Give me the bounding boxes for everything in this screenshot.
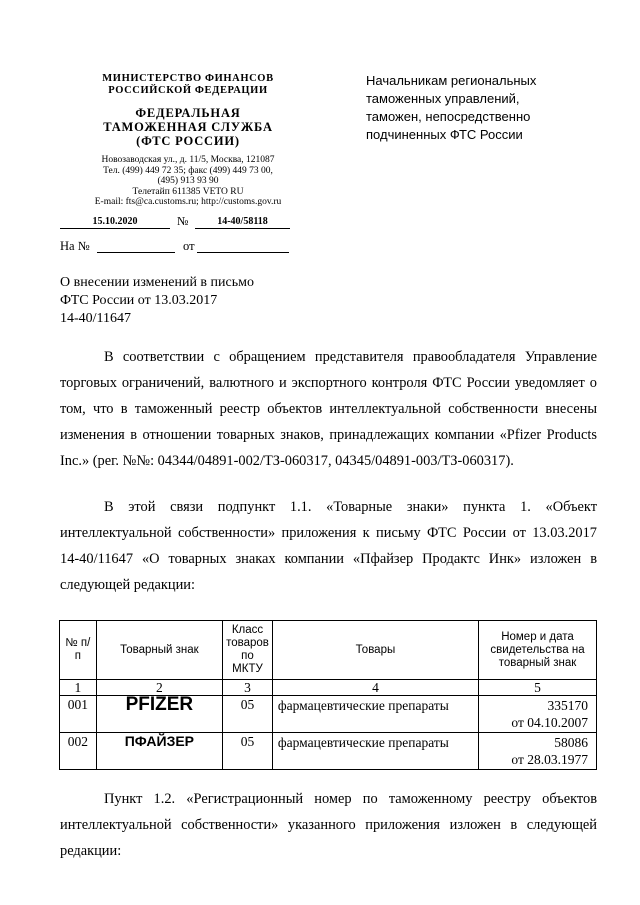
col-number: 5	[479, 680, 597, 696]
goods: фармацевтические препараты	[272, 696, 478, 733]
col-header-mark: Товарный знак	[96, 621, 222, 680]
body-paragraph-3	[60, 786, 597, 864]
service-name	[60, 106, 316, 148]
subject-line: ФТС России от 13.03.2017	[60, 293, 218, 308]
service-line: (ФТС РОССИИ)	[136, 134, 240, 148]
body-paragraph-2	[60, 494, 597, 598]
reply-number-blank	[97, 252, 175, 253]
recipient-line: таможен, непосредственно	[366, 109, 531, 124]
mktu-class: 05	[223, 733, 273, 770]
ministry-line: МИНИСТЕРСТВО ФИНАНСОВ	[102, 73, 274, 84]
outgoing-date: 15.10.2020	[60, 216, 170, 229]
row-num: 002	[60, 733, 97, 770]
paragraph-text: Пункт 1.2. «Регистрационный номер по таможенному реестру объектов интеллектуальной собственности» указанного приложения изложен в следующей редакции:	[60, 791, 597, 859]
certificate-date: от 28.03.1977	[511, 752, 588, 767]
certificate	[479, 696, 597, 733]
recipient-line: Начальникам региональных	[366, 73, 537, 88]
number-label: №	[177, 214, 189, 228]
reply-date-label: от	[183, 239, 195, 253]
table-header-row	[60, 621, 597, 680]
trademark-table	[59, 620, 597, 770]
mktu-class: 05	[223, 696, 273, 733]
ministry-name	[60, 73, 316, 97]
address-line: Телетайп 611385 VETO RU	[132, 186, 244, 197]
service-line: ФЕДЕРАЛЬНАЯ	[135, 106, 241, 120]
reply-to-label: На №	[60, 239, 90, 253]
row-num: 001	[60, 696, 97, 733]
recipient-line: подчиненных ФТС России	[366, 127, 523, 142]
outgoing-number: 14-40/58118	[195, 216, 290, 229]
col-header-class: Класс товаров по МКТУ	[223, 621, 273, 680]
certificate-number: 335170	[547, 698, 588, 713]
trademark-word: ПФАЙЗЕР	[96, 733, 222, 770]
subject-line: О внесении изменений в письмо	[60, 275, 254, 290]
goods: фармацевтические препараты	[272, 733, 478, 770]
recipient-line: таможенных управлений,	[366, 91, 520, 106]
certificate-date: от 04.10.2007	[511, 715, 588, 730]
address-line: Новозаводская ул., д. 11/5, Москва, 121087	[101, 155, 275, 165]
col-number: 2	[96, 680, 222, 696]
trademark-word: PFIZER	[96, 696, 222, 733]
address-line: E-mail: fts@ca.customs.ru; http://customs.gov.ru	[94, 197, 282, 208]
recipient-block	[366, 72, 586, 144]
col-header-reg: Номер и дата свидетельства на товарный знак	[479, 621, 597, 680]
letter-subject	[60, 274, 320, 328]
address-line: (495) 913 93 90	[157, 176, 219, 187]
col-number: 3	[223, 680, 273, 696]
service-line: ТАМОЖЕННАЯ СЛУЖБА	[103, 120, 273, 134]
col-number: 4	[272, 680, 478, 696]
paragraph-text: В этой связи подпункт 1.1. «Товарные знаки» пункта 1. «Объект интеллектуальной собственности» приложения к письму ФТС России от 13.03.2017 14-40/11647 «О товарных знаках компании «Пфайзер Продактс Инк» изложен в следующей редакции:	[60, 499, 597, 593]
address-block	[60, 155, 316, 208]
reply-date-blank	[197, 252, 289, 253]
certificate	[479, 733, 597, 770]
address-line: Тел. (499) 449 72 35; факс (499) 449 73 00,	[103, 165, 273, 176]
ministry-line: РОССИЙСКОЙ ФЕДЕРАЦИИ	[108, 85, 268, 96]
paragraph-text: В соответствии с обращением представителя правообладателя Управление торговых ограничений, валютного и экспортного контроля ФТС России уведомляет о том, что в таможенный реестр объектов интеллектуальной собственности внесены изменения в отношении товарных знаков, принадлежащих компании «Pfizer Products Inc.» (рег. №№: 04344/04891-002/ТЗ-060317, 04345/04891-003/ТЗ-060317).	[60, 349, 597, 469]
col-number: 1	[60, 680, 97, 696]
col-header-goods: Товары	[272, 621, 478, 680]
body-paragraph-1	[60, 344, 597, 474]
certificate-number: 58086	[554, 735, 588, 750]
col-header-num: № п/п	[60, 621, 97, 680]
subject-line: 14-40/11647	[60, 311, 132, 326]
table-row	[60, 733, 597, 770]
table-row	[60, 696, 597, 733]
